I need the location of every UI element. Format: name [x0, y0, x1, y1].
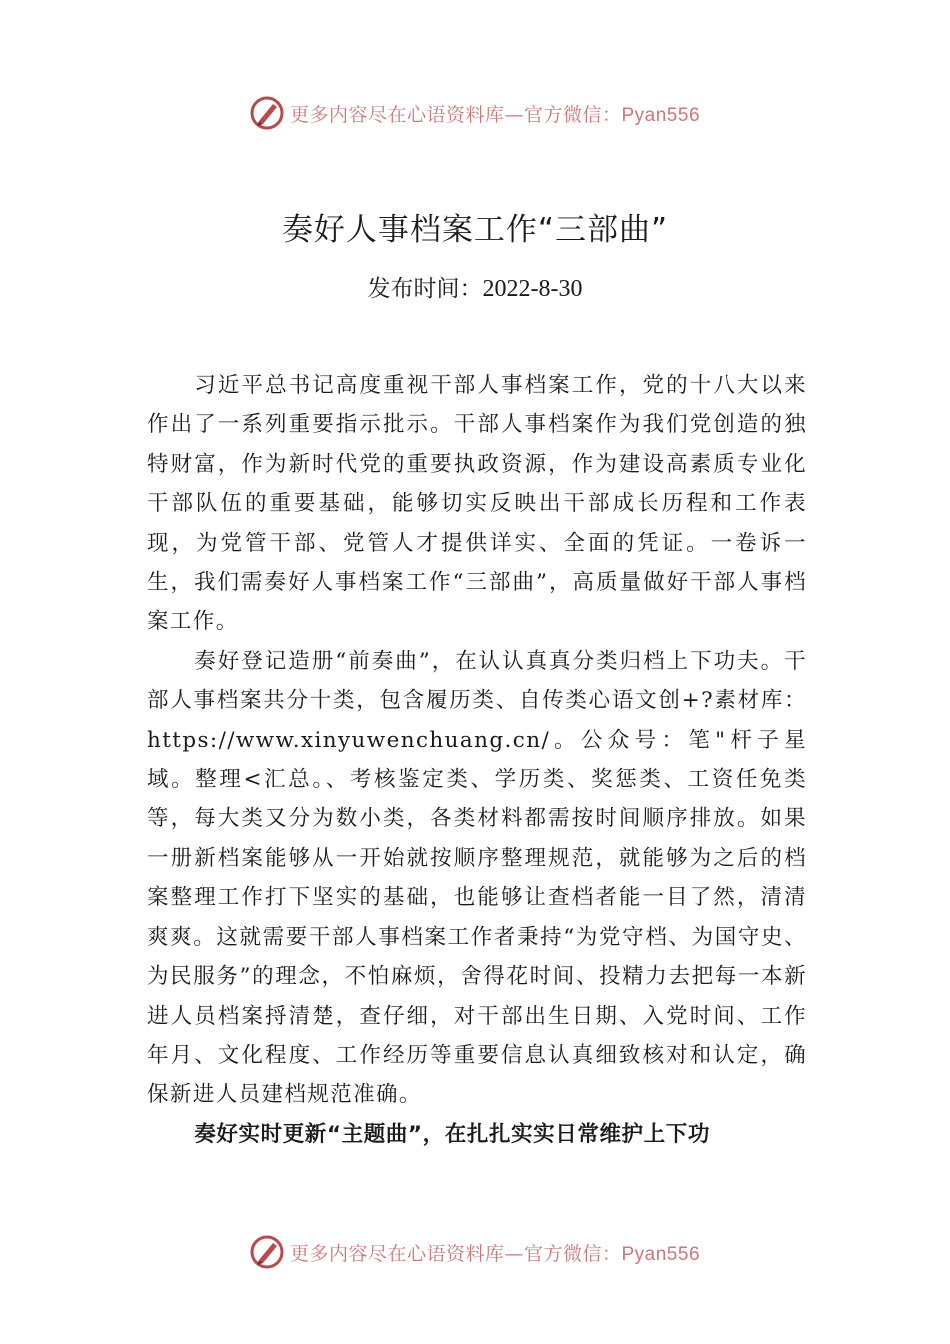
- paragraph-3-heading: 奏好实时更新“主题曲”，在扎扎实实日常维护上下功: [194, 1121, 710, 1147]
- date-value: 2022-8-30: [482, 276, 583, 302]
- header-banner: [0, 96, 950, 130]
- publish-date: [0, 270, 950, 303]
- article-title: 奏好人事档案工作“三部曲”: [281, 212, 669, 248]
- pen-logo-icon: [250, 96, 284, 130]
- wechat-id: Pyan556: [621, 1243, 701, 1265]
- banner-text: 更多内容尽在心语资料库—官方微信：Pyan556: [289, 1242, 701, 1265]
- date-label: 发布时间：: [367, 276, 483, 302]
- wechat-id: Pyan556: [621, 104, 701, 126]
- paragraph-1: 习近平总书记高度重视干部人事档案工作，党的十八大以来作出了一系列重要指示批示。干部人事档案作为我们党创造的独特财富，作为新时代党的重要执政资源，作为建设高素质专业化干部队伍的重要基础，能够切实反映出干部成长历程和工作表现，为党管干部、党管人才提供详实、全面的凭证。一卷诉一生，我们需奏好人事档案工作“三部曲”，高质量做好干部人事档案工作。: [147, 373, 807, 635]
- banner-text: 更多内容尽在心语资料库—官方微信：Pyan556: [289, 103, 701, 126]
- footer-banner: [0, 1235, 950, 1269]
- article-body: [147, 366, 807, 1154]
- paragraph-2: 奏好登记造册“前奏曲”，在认认真真分类归档上下功夫。干部人事档案共分十类，包含履历类、自传类心语文创+?素材库：https://www.xinyuwenchuang.cn/。公众号：笔"杆子星域。整理<汇总。、考核鉴定类、学历类、奖惩类、工资任免类等，每大类又分为数小类，各类材料都需按时间顺序排放。如果一册新档案能够从一开始就按顺序整理规范，就能够为之后的档案整理工作打下坚实的基础，也能够让查档者能一目了然，清清爽爽。这就需要干部人事档案工作者秉持“为党守档、为国守史、为民服务”的理念，不怕麻烦，舍得花时间、投精力去把每一本新进人员档案捋清楚，查仔细，对干部出生日期、入党时间、工作年月、文化程度、工作经历等重要信息认真细致核对和认定，确保新进人员建档规范准确。: [147, 648, 807, 1108]
- pen-logo-icon: [250, 1235, 284, 1269]
